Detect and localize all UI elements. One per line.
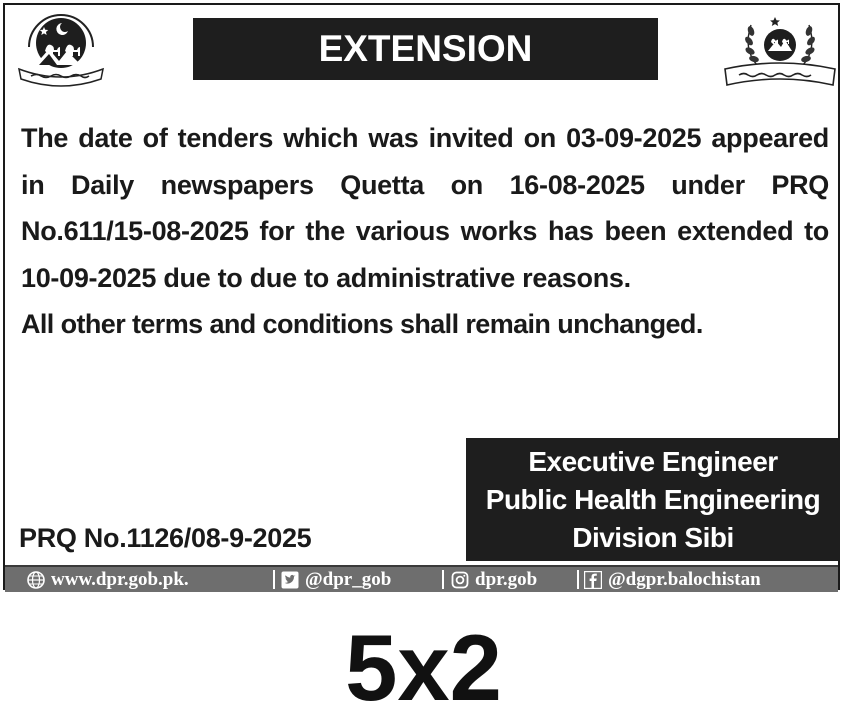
footer-website-text: www.dpr.gob.pk. — [51, 568, 189, 590]
notice-title: EXTENSION — [193, 18, 658, 80]
instagram-icon — [451, 571, 469, 589]
signature-department: Public Health Engineering — [485, 483, 821, 515]
notice-closing-line: All other terms and conditions shall remain unchanged. — [21, 309, 703, 339]
globe-icon — [27, 571, 45, 589]
ad-size-label: 5x2 — [345, 615, 502, 720]
footer-twitter-text: @dpr_gob — [305, 568, 392, 590]
footer-instagram[interactable] — [451, 568, 537, 591]
signature-block — [466, 438, 840, 561]
footer-facebook-text: @dgpr.balochistan — [608, 568, 761, 590]
footer-bar — [5, 565, 838, 592]
footer-twitter[interactable] — [281, 568, 391, 591]
public-relations-emblem-icon — [721, 13, 839, 93]
facebook-icon — [584, 571, 602, 589]
footer-website[interactable] — [27, 568, 189, 591]
footer-divider — [273, 570, 275, 589]
signature-designation: Executive Engineer — [528, 445, 778, 477]
footer-instagram-text: dpr.gob — [475, 568, 538, 590]
balochistan-emblem-icon — [15, 13, 107, 91]
footer-facebook[interactable] — [584, 568, 761, 591]
prq-number: PRQ No.1126/08-9-2025 — [19, 523, 312, 553]
notice-body — [21, 115, 829, 348]
footer-divider — [577, 570, 579, 589]
signature-division: Division Sibi — [572, 521, 734, 553]
advertisement-frame — [3, 3, 840, 590]
footer-divider — [442, 570, 444, 589]
notice-paragraph: The date of tenders which was invited on 03-09-2025 appeared in Daily newspapers Quetta on 16-08-2025 under PRQ No.611/15-08-2025 for the various works has been extended to 10-09-2025 due to due to administrative reasons. — [21, 123, 829, 293]
twitter-icon — [281, 571, 299, 589]
